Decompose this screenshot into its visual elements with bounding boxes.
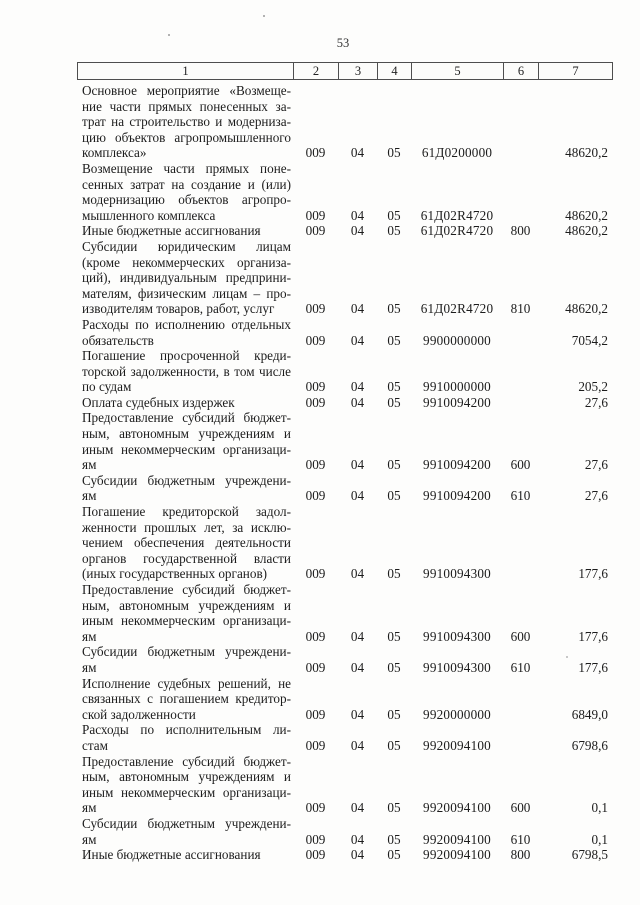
cell-description [77, 83, 293, 161]
table-header-row [77, 62, 613, 80]
cell-subsection-code: 05 [387, 457, 401, 473]
description-line: Оплата судебных издержек [82, 394, 235, 410]
cell-section-code: 04 [350, 457, 365, 473]
cell-target-article-code: 9900000000 [423, 332, 491, 348]
description-line: изводителям товаров, работ, услуг [82, 301, 275, 317]
description-line: ций), индивидуальным предприни- [82, 270, 291, 286]
description-line: цию объектов агропромышленного [82, 129, 291, 145]
description-line: ям [82, 628, 97, 644]
cell-grbs-code: 009 [305, 301, 326, 317]
cell-amount: 0,1 [591, 831, 608, 847]
description-line: мышленного комплекса [82, 207, 216, 223]
description-line: Иные бюджетные ассигнования [82, 847, 261, 863]
description-line: связанных с погашением кредитор- [82, 691, 291, 707]
cell-grbs-code: 009 [305, 628, 326, 644]
description-line: Погашение просроченной креди- [82, 348, 291, 364]
cell-grbs-code: 009 [305, 488, 326, 504]
table-row [77, 317, 613, 348]
description-line: Исполнение судебных решений, не [82, 675, 291, 691]
cell-amount: 205,2 [578, 379, 608, 395]
description-line: ской задолженности [82, 706, 196, 722]
cell-section-code: 04 [350, 145, 365, 161]
cell-amount: 177,6 [578, 566, 608, 582]
cell-target-article-code: 9910094200 [423, 488, 491, 504]
cell-description [77, 722, 293, 753]
cell-target-article-code: 9920094100 [423, 831, 491, 847]
table-row [77, 722, 613, 753]
cell-target-article-code: 61Д02R4720 [420, 223, 494, 239]
cell-grbs-code: 009 [305, 379, 326, 395]
description-line: Иные бюджетные ассигнования [82, 223, 261, 239]
cell-amount: 0,1 [591, 800, 608, 816]
cell-target-article-code: 9910094200 [423, 457, 491, 473]
description-line: органов государственной власти [82, 550, 291, 566]
cell-amount: 6798,6 [571, 737, 608, 753]
description-line: Расходы по исполнительным ли- [82, 722, 291, 738]
cell-subsection-code: 05 [387, 706, 401, 722]
cell-section-code: 04 [350, 847, 365, 863]
cell-grbs-code: 009 [305, 659, 326, 675]
description-line: иным некоммерческим организаци- [82, 613, 291, 629]
cell-target-article-code: 9910094300 [423, 659, 491, 675]
cell-section-code: 04 [350, 394, 365, 410]
cell-amount: 48620,2 [565, 223, 608, 239]
cell-grbs-code: 009 [305, 737, 326, 753]
scan-speck [168, 34, 170, 36]
cell-subsection-code: 05 [387, 332, 401, 348]
description-line: иным некоммерческим организаци- [82, 441, 291, 457]
cell-description [77, 504, 293, 582]
cell-subsection-code: 05 [387, 488, 401, 504]
cell-grbs-code: 009 [305, 332, 326, 348]
description-line: Субсидии юридическим лицам [82, 238, 291, 254]
cell-description [77, 582, 293, 644]
table-row [77, 504, 613, 582]
cell-amount: 48620,2 [565, 301, 608, 317]
table-row [77, 582, 613, 644]
cell-target-article-code: 9910000000 [423, 379, 491, 395]
cell-amount: 6849,0 [571, 706, 608, 722]
cell-target-article-code: 9920000000 [423, 706, 491, 722]
description-line: ям [82, 488, 97, 504]
description-line: ям [82, 457, 97, 473]
table-body [77, 83, 613, 863]
cell-subsection-code: 05 [387, 145, 401, 161]
table-row [77, 239, 613, 317]
description-line: ям [82, 831, 97, 847]
table-row [77, 223, 613, 239]
column-header-3: 3 [338, 63, 377, 79]
table-row [77, 410, 613, 472]
cell-section-code: 04 [350, 706, 365, 722]
cell-description [77, 644, 293, 675]
cell-grbs-code: 009 [305, 394, 326, 410]
scan-speck [566, 656, 568, 658]
cell-section-code: 04 [350, 488, 365, 504]
cell-target-article-code: 9920094100 [423, 737, 491, 753]
cell-expense-type-code: 810 [510, 301, 531, 317]
cell-section-code: 04 [350, 831, 365, 847]
table-row [77, 161, 613, 223]
cell-target-article-code: 9910094300 [423, 628, 491, 644]
cell-expense-type-code: 610 [510, 831, 531, 847]
cell-amount: 7054,2 [571, 332, 608, 348]
description-line: обязательств [82, 332, 154, 348]
cell-target-article-code: 61Д02R4720 [420, 207, 494, 223]
description-line: ным, автономным учреждениям и [82, 769, 291, 785]
description-line: по судам [82, 379, 132, 395]
cell-amount: 177,6 [578, 659, 608, 675]
cell-target-article-code: 9920094100 [423, 847, 491, 863]
description-line: иным некоммерческим организаци- [82, 784, 291, 800]
description-line: Субсидии бюджетным учреждени- [82, 644, 291, 660]
table-row [77, 754, 613, 816]
cell-section-code: 04 [350, 379, 365, 395]
cell-expense-type-code: 800 [510, 847, 531, 863]
cell-grbs-code: 009 [305, 207, 326, 223]
table-row [77, 395, 613, 411]
cell-grbs-code: 009 [305, 800, 326, 816]
cell-subsection-code: 05 [387, 301, 401, 317]
cell-description [77, 161, 293, 223]
cell-target-article-code: 61Д0200000 [421, 145, 493, 161]
table-row [77, 847, 613, 863]
cell-expense-type-code: 600 [510, 800, 531, 816]
description-line: сенных затрат на создание и (или) [82, 176, 291, 192]
cell-grbs-code: 009 [305, 831, 326, 847]
table-row [77, 348, 613, 395]
description-line: комплекса» [82, 145, 147, 161]
cell-subsection-code: 05 [387, 628, 401, 644]
table-row [77, 644, 613, 675]
column-header-5: 5 [411, 63, 503, 79]
cell-subsection-code: 05 [387, 831, 401, 847]
table-row [77, 676, 613, 723]
cell-grbs-code: 009 [305, 847, 326, 863]
page-number: 53 [336, 36, 350, 50]
cell-amount: 48620,2 [565, 207, 608, 223]
cell-description [77, 223, 293, 239]
cell-description [77, 816, 293, 847]
cell-expense-type-code: 610 [510, 488, 531, 504]
description-line: торской задолженности, в том числе [82, 363, 291, 379]
cell-amount: 48620,2 [565, 145, 608, 161]
cell-description [77, 395, 293, 411]
description-line: Предоставление субсидий бюджет- [82, 582, 291, 597]
column-header-2: 2 [293, 63, 338, 79]
cell-grbs-code: 009 [305, 223, 326, 239]
cell-subsection-code: 05 [387, 847, 401, 863]
cell-target-article-code: 9920094100 [423, 800, 491, 816]
cell-description [77, 676, 293, 723]
table-row [77, 816, 613, 847]
description-line: ние части прямых понесенных за- [82, 98, 291, 114]
cell-amount: 27,6 [584, 488, 608, 504]
description-line: (иных государственных органов) [82, 566, 268, 582]
description-line: ным, автономным учреждениям и [82, 597, 291, 613]
cell-subsection-code: 05 [387, 207, 401, 223]
description-line: модернизацию объектов агропро- [82, 192, 291, 208]
description-line: Расходы по исполнению отдельных [82, 316, 291, 332]
cell-grbs-code: 009 [305, 145, 326, 161]
cell-section-code: 04 [350, 223, 365, 239]
cell-section-code: 04 [350, 659, 365, 675]
description-line: стам [82, 737, 108, 753]
cell-amount: 27,6 [584, 457, 608, 473]
cell-grbs-code: 009 [305, 457, 326, 473]
description-line: ям [82, 659, 97, 675]
table-row [77, 83, 613, 161]
cell-grbs-code: 009 [305, 706, 326, 722]
cell-description [77, 239, 293, 317]
column-header-6: 6 [503, 63, 538, 79]
description-line: Погашение кредиторской задол- [82, 504, 291, 520]
description-line: Основное мероприятие «Возмеще- [82, 83, 291, 98]
cell-section-code: 04 [350, 628, 365, 644]
description-line: Субсидии бюджетным учреждени- [82, 815, 291, 831]
cell-section-code: 04 [350, 301, 365, 317]
cell-target-article-code: 9910094300 [423, 566, 491, 582]
cell-description [77, 348, 293, 395]
cell-description [77, 317, 293, 348]
cell-expense-type-code: 600 [510, 628, 531, 644]
description-line: Предоставление субсидий бюджет- [82, 753, 291, 769]
table-row [77, 473, 613, 504]
description-line: Субсидии бюджетным учреждени- [82, 472, 291, 488]
column-header-7: 7 [538, 63, 612, 79]
cell-description [77, 754, 293, 816]
cell-target-article-code: 61Д02R4720 [420, 301, 494, 317]
description-line: Предоставление субсидий бюджет- [82, 410, 291, 426]
description-line: трат на строительство и модерниза- [82, 114, 291, 130]
cell-amount: 177,6 [578, 628, 608, 644]
cell-target-article-code: 9910094200 [423, 394, 491, 410]
cell-amount: 6798,5 [571, 847, 608, 863]
cell-section-code: 04 [350, 800, 365, 816]
description-line: (кроме некоммерческих организа- [82, 254, 291, 270]
description-line: мателям, физическим лицам – про- [82, 285, 291, 301]
cell-expense-type-code: 600 [510, 457, 531, 473]
budget-table [77, 62, 613, 863]
description-line: Возмещение части прямых поне- [82, 160, 291, 176]
cell-grbs-code: 009 [305, 566, 326, 582]
cell-subsection-code: 05 [387, 566, 401, 582]
cell-subsection-code: 05 [387, 223, 401, 239]
scan-speck [263, 15, 265, 17]
cell-section-code: 04 [350, 737, 365, 753]
description-line: ям [82, 800, 97, 816]
cell-amount: 27,6 [584, 394, 608, 410]
cell-subsection-code: 05 [387, 737, 401, 753]
cell-subsection-code: 05 [387, 800, 401, 816]
column-header-1: 1 [182, 64, 189, 78]
cell-section-code: 04 [350, 332, 365, 348]
cell-subsection-code: 05 [387, 394, 401, 410]
description-line: женности прошлых лет, за исклю- [82, 519, 291, 535]
column-header-4: 4 [377, 63, 411, 79]
cell-description [77, 847, 293, 863]
description-line: чением обеспечения деятельности [82, 535, 291, 551]
cell-subsection-code: 05 [387, 379, 401, 395]
cell-section-code: 04 [350, 566, 365, 582]
cell-expense-type-code: 610 [510, 659, 531, 675]
cell-description [77, 473, 293, 504]
description-line: ным, автономным учреждениям и [82, 426, 291, 442]
cell-subsection-code: 05 [387, 659, 401, 675]
cell-section-code: 04 [350, 207, 365, 223]
cell-description [77, 410, 293, 472]
cell-expense-type-code: 800 [510, 223, 531, 239]
